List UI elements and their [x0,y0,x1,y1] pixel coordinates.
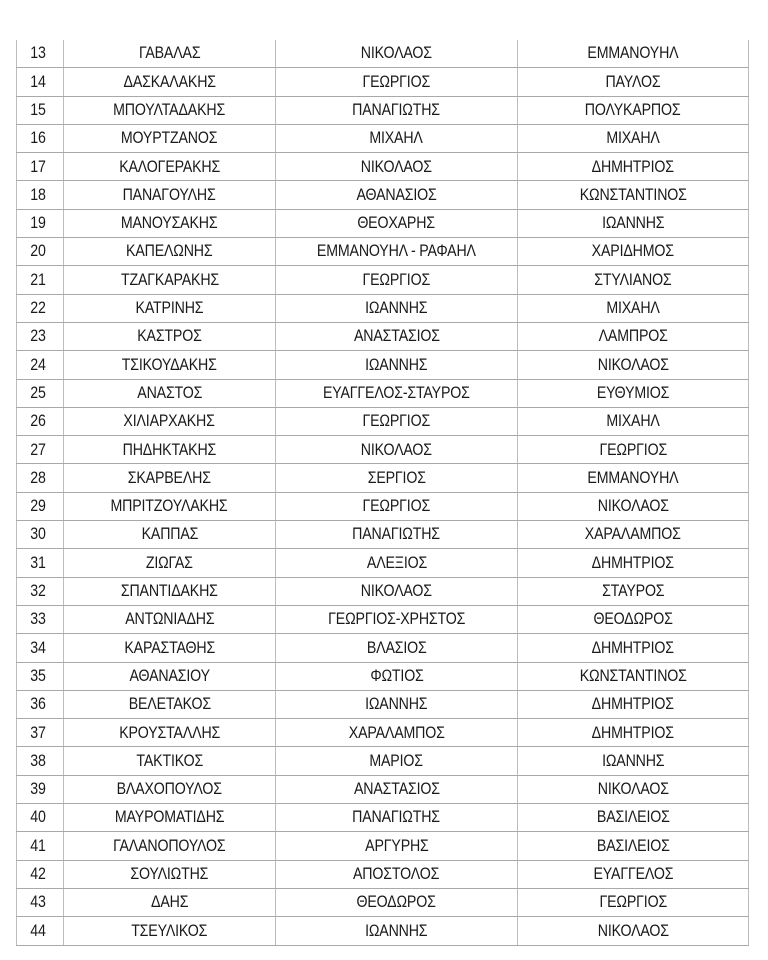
first-name-cell-text: ΠΑΝΑΓΙΩΤΗΣ [352,525,441,544]
father-name-cell-text: ΧΑΡΙΔΗΜΟΣ [591,242,675,261]
father-name-cell [518,605,749,633]
row-number-cell [17,153,64,181]
father-name-cell-text: ΕΜΜΑΝΟΥΗΛ [587,468,679,487]
surname-cell [64,832,276,860]
first-name-cell-text: ΑΘΑΝΑΣΙΟΣ [356,185,437,204]
row-number-cell [17,464,64,492]
surname-cell-text: ΜΠΡΙΤΖΟΥΛΑΚΗΣ [110,497,228,516]
surname-cell-text: ΚΡΟΥΣΤΑΛΛΗΣ [119,723,220,742]
father-name-cell-text: ΔΗΜΗΤΡΙΟΣ [591,553,675,572]
row-number-cell-text: 30 [30,525,46,544]
row-number-cell [17,238,64,266]
table-row [17,775,749,803]
first-name-cell-text: ΑΛΕΞΙΟΣ [366,553,427,572]
row-number-cell-text: 32 [30,582,46,601]
first-name-cell [276,464,518,492]
father-name-cell [518,492,749,520]
row-number-cell-text: 43 [30,893,46,912]
table-row [17,351,749,379]
father-name-cell [518,860,749,888]
father-name-cell-text: ΣΤΥΛΙΑΝΟΣ [594,270,672,289]
surname-cell [64,492,276,520]
row-number-cell-text: 19 [30,214,46,233]
surname-cell [64,605,276,633]
first-name-cell-text: ΓΕΩΡΓΙΟΣ-ΧΡΗΣΤΟΣ [327,610,466,629]
first-name-cell-text: ΘΕΟΔΩΡΟΣ [356,893,437,912]
table-row [17,804,749,832]
surname-cell-text: ΤΖΑΓΚΑΡΑΚΗΣ [120,270,219,289]
table-row [17,634,749,662]
first-name-cell [276,209,518,237]
surname-cell-text: ΧΙΛΙΑΡΧΑΚΗΣ [123,412,216,431]
first-name-cell-text: ΜΙΧΑΗΛ [369,129,424,148]
father-name-cell [518,379,749,407]
table-row [17,209,749,237]
table-row [17,719,749,747]
surname-cell-text: ΔΑΣΚΑΛΑΚΗΣ [123,72,216,91]
row-number-cell-text: 29 [30,497,46,516]
row-number-cell [17,379,64,407]
table-row [17,549,749,577]
father-name-cell-text: ΝΙΚΟΛΑΟΣ [597,355,669,374]
first-name-cell-text: ΙΩΑΝΝΗΣ [365,695,428,714]
surname-cell [64,209,276,237]
row-number-cell-text: 41 [30,836,46,855]
father-name-cell-text: ΔΗΜΗΤΡΙΟΣ [591,695,675,714]
surname-cell-text: ΑΝΑΣΤΟΣ [137,383,202,402]
father-name-cell-text: ΕΜΜΑΝΟΥΗΛ [587,44,679,63]
father-name-cell [518,266,749,294]
first-name-cell-text: ΠΑΝΑΓΙΩΤΗΣ [352,808,441,827]
surname-cell [64,238,276,266]
first-name-cell-text: ΓΕΩΡΓΙΟΣ [362,270,431,289]
table-row [17,521,749,549]
father-name-cell [518,96,749,124]
surname-cell [64,266,276,294]
first-name-cell [276,351,518,379]
table-row [17,238,749,266]
table-row [17,124,749,152]
table-row [17,68,749,96]
table-row [17,917,749,945]
first-name-cell [276,322,518,350]
row-number-cell [17,124,64,152]
table-row [17,662,749,690]
surname-cell [64,294,276,322]
table-row [17,747,749,775]
first-name-cell [276,181,518,209]
row-number-cell [17,40,64,68]
father-name-cell [518,690,749,718]
father-name-cell-text: ΛΑΜΠΡΟΣ [598,327,668,346]
father-name-cell-text: ΝΙΚΟΛΑΟΣ [597,497,669,516]
row-number-cell-text: 14 [30,72,46,91]
father-name-cell-text: ΠΑΥΛΟΣ [605,72,661,91]
father-name-cell-text: ΕΥΘΥΜΙΟΣ [596,383,670,402]
row-number-cell [17,917,64,945]
row-number-cell [17,294,64,322]
row-number-cell-text: 33 [30,610,46,629]
first-name-cell [276,775,518,803]
table-row [17,690,749,718]
surname-cell-text: ΑΘΑΝΑΣΙΟΥ [129,666,210,685]
row-number-cell-text: 28 [30,468,46,487]
row-number-cell-text: 31 [30,553,46,572]
father-name-cell-text: ΒΑΣΙΛΕΙΟΣ [596,836,670,855]
row-number-cell-text: 38 [30,751,46,770]
first-name-cell [276,124,518,152]
table-row [17,96,749,124]
first-name-cell-text: ΦΩΤΙΟΣ [369,666,424,685]
surname-cell [64,634,276,662]
father-name-cell [518,888,749,916]
surname-cell-text: ΓΑΛΑΝΟΠΟΥΛΟΣ [113,836,226,855]
surname-cell-text: ΤΑΚΤΙΚΟΣ [136,751,203,770]
row-number-cell-text: 20 [30,242,46,261]
surname-cell-text: ΜΠΟΥΛΤΑΔΑΚΗΣ [113,100,226,119]
row-number-cell-text: 21 [30,270,46,289]
surname-cell-text: ΣΟΥΛΙΩΤΗΣ [130,865,209,883]
surname-cell-text: ΣΚΑΡΒΕΛΗΣ [127,468,212,487]
surname-cell [64,662,276,690]
surname-cell-text: ΤΣΙΚΟΥΔΑΚΗΣ [122,355,217,374]
first-name-cell [276,238,518,266]
father-name-cell [518,577,749,605]
row-number-cell [17,436,64,464]
table-row [17,436,749,464]
table-row [17,888,749,916]
father-name-cell [518,775,749,803]
first-name-cell [276,634,518,662]
table-row [17,379,749,407]
first-name-cell [276,860,518,888]
first-name-cell-text: ΘΕΟΧΑΡΗΣ [357,214,436,233]
surname-cell-text: ΖΙΩΓΑΣ [146,553,193,572]
first-name-cell-text: ΠΑΝΑΓΙΩΤΗΣ [352,100,441,119]
first-name-cell-text: ΙΩΑΝΝΗΣ [365,299,428,318]
surname-cell [64,322,276,350]
father-name-cell-text: ΙΩΑΝΝΗΣ [601,751,665,770]
surname-cell [64,917,276,945]
row-number-cell-text: 27 [30,440,46,459]
surname-cell-text: ΚΑΤΡΙΝΗΣ [135,299,204,318]
first-name-cell [276,690,518,718]
row-number-cell [17,690,64,718]
surname-cell [64,124,276,152]
first-name-cell [276,294,518,322]
first-name-cell-text: ΕΜΜΑΝΟΥΗΛ - ΡΑΦΑΗΛ [317,242,476,261]
row-number-cell [17,662,64,690]
father-name-cell-text: ΙΩΑΝΝΗΣ [601,214,665,233]
surname-cell-text: ΜΑΝΟΥΣΑΚΗΣ [121,214,218,233]
first-name-cell-text: ΧΑΡΑΛΑΜΠΟΣ [348,723,445,742]
first-name-cell [276,379,518,407]
surname-cell [64,804,276,832]
surname-cell [64,577,276,605]
row-number-cell-text: 37 [30,723,46,742]
first-name-cell [276,492,518,520]
row-number-cell-text: 17 [30,157,46,176]
first-name-cell [276,804,518,832]
father-name-cell-text: ΕΥΑΓΓΕΛΟΣ [593,865,673,883]
table-row [17,153,749,181]
surname-cell-text: ΠΗΔΗΚΤΑΚΗΣ [122,440,217,459]
first-name-cell-text: ΙΩΑΝΝΗΣ [365,355,428,374]
father-name-cell [518,294,749,322]
surname-cell-text: ΒΕΛΕΤΑΚΟΣ [128,695,211,714]
first-name-cell [276,917,518,945]
table-row [17,464,749,492]
row-number-cell [17,804,64,832]
father-name-cell-text: ΘΕΟΔΩΡΟΣ [593,610,673,629]
first-name-cell [276,605,518,633]
surname-cell [64,464,276,492]
father-name-cell-text: ΚΩΝΣΤΑΝΤΙΝΟΣ [579,185,687,204]
first-name-cell [276,719,518,747]
surname-cell [64,888,276,916]
father-name-cell-text: ΝΙΚΟΛΑΟΣ [597,921,669,940]
table-row [17,860,749,888]
first-name-cell [276,832,518,860]
surname-cell [64,549,276,577]
row-number-cell-text: 18 [30,185,46,204]
row-number-cell-text: 34 [30,638,46,657]
row-number-cell-text: 39 [30,780,46,799]
first-name-cell-text: ΓΕΩΡΓΙΟΣ [362,497,431,516]
surname-cell [64,379,276,407]
row-number-cell [17,719,64,747]
surname-cell-text: ΑΝΤΩΝΙΑΔΗΣ [124,610,215,629]
father-name-cell [518,549,749,577]
surname-cell-text: ΤΣΕΥΛΙΚΟΣ [131,921,208,940]
surname-cell-text: ΚΑΡΑΣΤΑΘΗΣ [124,638,215,657]
father-name-cell-text: ΚΩΝΣΤΑΝΤΙΝΟΣ [579,666,687,685]
surname-cell [64,436,276,464]
row-number-cell-text: 35 [30,666,46,685]
row-number-cell [17,68,64,96]
row-number-cell [17,775,64,803]
row-number-cell [17,351,64,379]
father-name-cell [518,832,749,860]
father-name-cell-text: ΣΤΑΥΡΟΣ [601,582,665,601]
father-name-cell [518,238,749,266]
father-name-cell [518,322,749,350]
surname-cell [64,96,276,124]
row-number-cell [17,521,64,549]
father-name-cell [518,917,749,945]
first-name-cell [276,888,518,916]
father-name-cell [518,40,749,68]
first-name-cell-text: ΕΥΑΓΓΕΛΟΣ-ΣΤΑΥΡΟΣ [323,383,470,402]
father-name-cell [518,209,749,237]
father-name-cell-text: ΜΙΧΑΗΛ [606,412,660,431]
table-row [17,577,749,605]
father-name-cell [518,804,749,832]
surname-cell-text: ΚΑΠΠΑΣ [141,525,198,544]
row-number-cell [17,832,64,860]
surname-cell-text: ΔΑΗΣ [150,893,189,912]
row-number-cell [17,96,64,124]
table-row [17,181,749,209]
surname-cell-text: ΜΟΥΡΤΖΑΝΟΣ [121,129,218,148]
father-name-cell [518,747,749,775]
row-number-cell-text: 22 [30,299,46,318]
row-number-cell-text: 24 [30,355,46,374]
row-number-cell-text: 16 [30,129,46,148]
father-name-cell-text: ΜΙΧΑΗΛ [606,129,660,148]
row-number-cell [17,549,64,577]
row-number-cell [17,266,64,294]
father-name-cell [518,181,749,209]
surname-cell [64,690,276,718]
row-number-cell-text: 40 [30,808,46,827]
father-name-cell-text: ΝΙΚΟΛΑΟΣ [597,780,669,799]
row-number-cell-text: 26 [30,412,46,431]
surname-cell [64,775,276,803]
row-number-cell [17,322,64,350]
first-name-cell-text: ΝΙΚΟΛΑΟΣ [360,440,433,459]
father-name-cell [518,407,749,435]
row-number-cell [17,888,64,916]
father-name-cell-text: ΔΗΜΗΤΡΙΟΣ [591,157,675,176]
table-row [17,294,749,322]
table-row [17,322,749,350]
first-name-cell [276,68,518,96]
first-name-cell [276,747,518,775]
first-name-cell [276,521,518,549]
row-number-cell-text: 44 [30,921,46,940]
table-body [17,40,749,945]
row-number-cell-text: 25 [30,383,46,402]
first-name-cell [276,266,518,294]
first-name-cell-text: ΒΛΑΣΙΟΣ [366,638,427,657]
father-name-cell [518,719,749,747]
father-name-cell-text: ΠΟΛΥΚΑΡΠΟΣ [585,100,681,119]
document-page [16,40,748,946]
row-number-cell [17,605,64,633]
row-number-cell-text: 23 [30,327,46,346]
first-name-cell-text: ΑΠΟΣΤΟΛΟΣ [353,865,440,883]
father-name-cell [518,464,749,492]
table-row [17,605,749,633]
row-number-cell [17,407,64,435]
row-number-cell [17,747,64,775]
table-row [17,492,749,520]
first-name-cell [276,436,518,464]
table-row [17,266,749,294]
first-name-cell [276,407,518,435]
names-table [16,40,749,946]
first-name-cell-text: ΝΙΚΟΛΑΟΣ [360,157,433,176]
father-name-cell-text: ΔΗΜΗΤΡΙΟΣ [591,638,675,657]
father-name-cell-text: ΔΗΜΗΤΡΙΟΣ [591,723,675,742]
surname-cell-text: ΓΑΒΑΛΑΣ [138,44,201,63]
surname-cell [64,68,276,96]
first-name-cell-text: ΓΕΩΡΓΙΟΣ [362,412,431,431]
first-name-cell [276,40,518,68]
first-name-cell-text: ΜΑΡΙΟΣ [369,751,424,770]
row-number-cell [17,634,64,662]
father-name-cell-text: ΜΙΧΑΗΛ [606,299,660,318]
row-number-cell-text: 15 [30,100,46,119]
first-name-cell [276,549,518,577]
row-number-cell-text: 36 [30,695,46,714]
surname-cell [64,351,276,379]
father-name-cell [518,124,749,152]
row-number-cell [17,577,64,605]
surname-cell-text: ΚΑΠΕΛΩΝΗΣ [126,242,213,261]
father-name-cell-text: ΓΕΩΡΓΙΟΣ [599,893,667,912]
surname-cell [64,153,276,181]
surname-cell-text: ΜΑΥΡΟΜΑΤΙΔΗΣ [114,808,225,827]
first-name-cell-text: ΑΝΑΣΤΑΣΙΟΣ [353,327,440,346]
first-name-cell-text: ΑΝΑΣΤΑΣΙΟΣ [353,780,440,799]
first-name-cell [276,96,518,124]
first-name-cell-text: ΓΕΩΡΓΙΟΣ [362,72,431,91]
surname-cell [64,181,276,209]
father-name-cell [518,153,749,181]
first-name-cell-text: ΝΙΚΟΛΑΟΣ [360,582,433,601]
father-name-cell [518,436,749,464]
surname-cell-text: ΒΛΑΧΟΠΟΥΛΟΣ [116,780,223,799]
father-name-cell [518,68,749,96]
father-name-cell-text: ΧΑΡΑΛΑΜΠΟΣ [585,525,681,544]
father-name-cell-text: ΒΑΣΙΛΕΙΟΣ [596,808,670,827]
row-number-cell [17,860,64,888]
surname-cell [64,747,276,775]
row-number-cell-text: 13 [30,44,46,63]
row-number-cell-text: 42 [30,865,46,883]
surname-cell-text: ΣΠΑΝΤΙΔΑΚΗΣ [121,582,218,601]
row-number-cell [17,209,64,237]
first-name-cell-text: ΑΡΓΥΡΗΣ [364,836,429,855]
table-row [17,40,749,68]
surname-cell [64,860,276,888]
first-name-cell-text: ΙΩΑΝΝΗΣ [365,921,428,940]
father-name-cell-text: ΓΕΩΡΓΙΟΣ [599,440,667,459]
father-name-cell [518,521,749,549]
table-row [17,407,749,435]
surname-cell-text: ΚΑΣΤΡΟΣ [137,327,202,346]
first-name-cell-text: ΣΕΡΓΙΟΣ [367,468,426,487]
row-number-cell [17,181,64,209]
father-name-cell [518,662,749,690]
table-row [17,832,749,860]
first-name-cell [276,577,518,605]
first-name-cell [276,662,518,690]
surname-cell [64,40,276,68]
surname-cell [64,719,276,747]
surname-cell-text: ΚΑΛΟΓΕΡΑΚΗΣ [119,157,220,176]
row-number-cell [17,492,64,520]
surname-cell [64,521,276,549]
surname-cell-text: ΠΑΝΑΓΟΥΛΗΣ [122,185,217,204]
surname-cell [64,407,276,435]
father-name-cell [518,634,749,662]
first-name-cell [276,153,518,181]
first-name-cell-text: ΝΙΚΟΛΑΟΣ [360,44,433,63]
father-name-cell [518,351,749,379]
